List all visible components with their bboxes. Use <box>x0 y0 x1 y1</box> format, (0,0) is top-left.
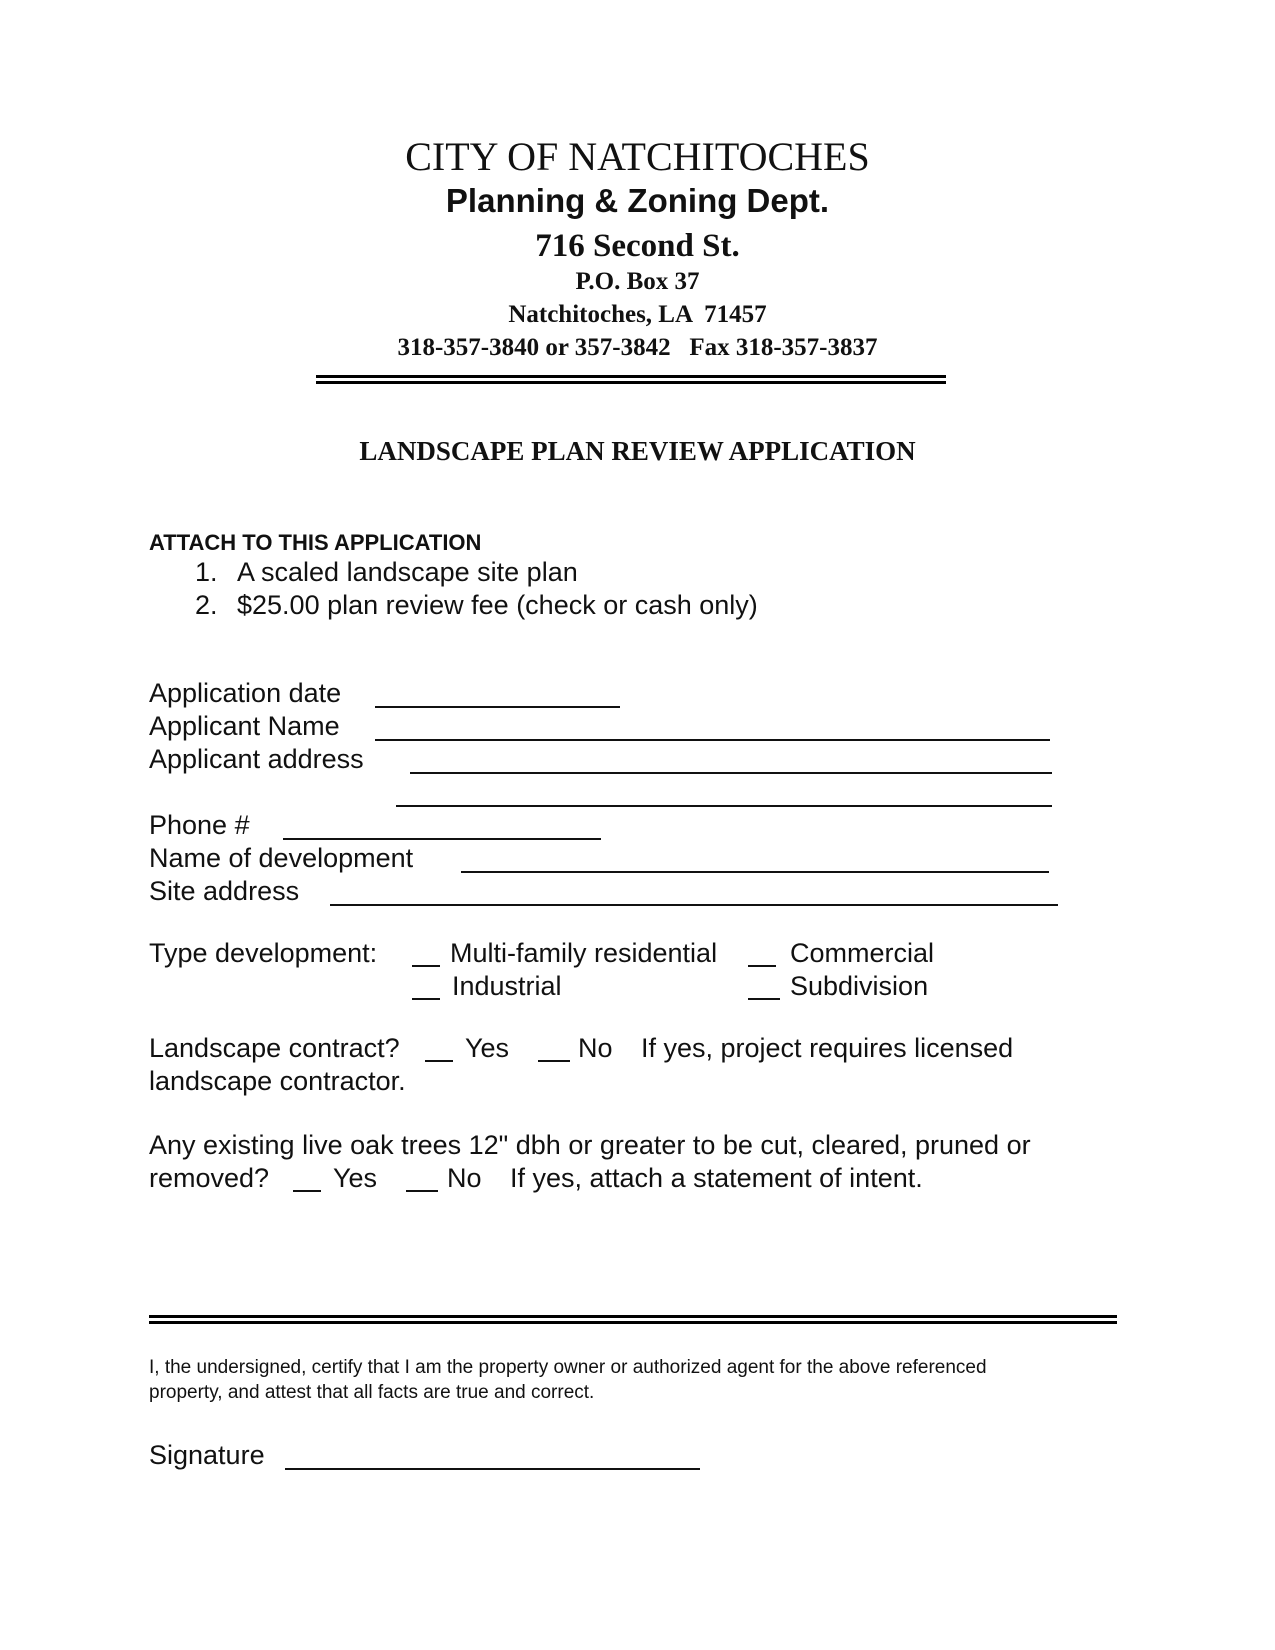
applicant-name-field[interactable] <box>375 739 1050 741</box>
type-industrial-checkbox[interactable] <box>412 998 440 1000</box>
site-address-label: Site address <box>149 876 300 906</box>
applicant-address-field[interactable] <box>410 772 1052 774</box>
applicant-address-label: Applicant address <box>149 744 364 774</box>
site-address-field[interactable] <box>330 904 1058 906</box>
department-name: Planning & Zoning Dept. <box>445 182 830 219</box>
certification-text-continued: property, and attest that all facts are true and correct. <box>149 1382 595 1403</box>
attach-item: A scaled landscape site plan <box>237 557 578 587</box>
landscape-contract-no-label: No <box>578 1033 613 1063</box>
attach-item: $25.00 plan review fee (check or cash only) <box>237 590 758 620</box>
po-box: P.O. Box 37 <box>575 268 700 295</box>
type-industrial-label: Industrial <box>452 971 562 1001</box>
header-divider-second <box>316 381 946 384</box>
certification-divider-second <box>149 1321 1117 1324</box>
landscape-contract-question: Landscape contract? <box>149 1033 400 1063</box>
oak-trees-no-label: No <box>447 1163 482 1193</box>
oak-trees-note: If yes, attach a statement of intent. <box>510 1163 923 1193</box>
type-multifamily-checkbox[interactable] <box>412 965 440 967</box>
landscape-contract-no-checkbox[interactable] <box>538 1060 570 1062</box>
attach-item-number: 2. <box>195 590 218 620</box>
applicant-address-field-line-2[interactable] <box>396 805 1052 807</box>
landscape-contract-yes-checkbox[interactable] <box>425 1060 453 1062</box>
signature-field[interactable] <box>285 1468 700 1470</box>
street-address: 716 Second St. <box>535 228 740 264</box>
application-date-field[interactable] <box>375 706 620 708</box>
applicant-name-label: Applicant Name <box>149 711 340 741</box>
oak-trees-yes-checkbox[interactable] <box>293 1190 321 1192</box>
development-name-field[interactable] <box>461 871 1049 873</box>
certification-text: I, the undersigned, certify that I am the property owner or authorized agent for the above referenced <box>149 1357 987 1378</box>
type-multifamily-label: Multi-family residential <box>450 938 718 968</box>
attach-heading: ATTACH TO THIS APPLICATION <box>149 530 482 555</box>
oak-trees-question-continued: removed? <box>149 1163 270 1193</box>
oak-trees-yes-label: Yes <box>333 1163 378 1193</box>
type-development-label: Type development: <box>149 938 378 968</box>
phone-fax-line: 318-357-3840 or 357-3842 Fax 318-357-3837 <box>397 334 878 361</box>
application-date-label: Application date <box>149 678 342 708</box>
type-subdivision-checkbox[interactable] <box>748 998 780 1000</box>
type-subdivision-label: Subdivision <box>790 971 929 1001</box>
phone-field[interactable] <box>283 838 601 840</box>
development-name-label: Name of development <box>149 843 414 873</box>
type-commercial-label: Commercial <box>790 938 935 968</box>
attach-item-number: 1. <box>195 557 218 587</box>
certification-divider <box>149 1315 1117 1318</box>
phone-label: Phone # <box>149 810 250 840</box>
landscape-contract-yes-label: Yes <box>465 1033 510 1063</box>
city-name: CITY OF NATCHITOCHES <box>405 134 870 179</box>
header-divider <box>316 375 946 378</box>
city-state-zip: Natchitoches, LA 71457 <box>508 301 767 328</box>
oak-trees-question: Any existing live oak trees 12" dbh or greater to be cut, cleared, pruned or <box>149 1130 1031 1160</box>
document-title: LANDSCAPE PLAN REVIEW APPLICATION <box>359 436 916 466</box>
landscape-contract-note-continued: landscape contractor. <box>149 1066 406 1096</box>
oak-trees-no-checkbox[interactable] <box>406 1190 438 1192</box>
signature-label: Signature <box>149 1440 265 1470</box>
type-commercial-checkbox[interactable] <box>748 965 776 967</box>
landscape-contract-note: If yes, project requires licensed <box>641 1033 1014 1063</box>
